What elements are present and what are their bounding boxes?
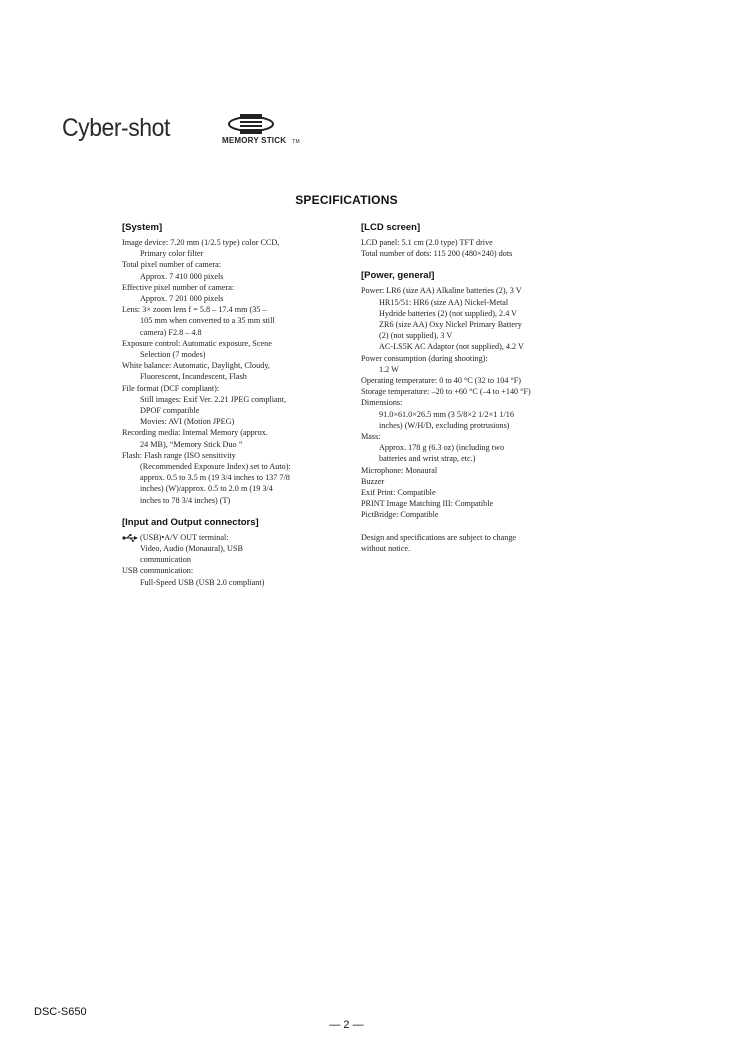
lcd-section xyxy=(361,221,591,259)
spec-line: Flash: Flash range (ISO sensitivity xyxy=(122,450,236,460)
spec-line: Dimensions: xyxy=(361,398,403,408)
spec-line: Exposure control: Automatic exposure, Scene xyxy=(122,338,272,348)
spec-line: AC-LS5K AC Adaptor (not supplied), 4.2 V xyxy=(379,342,524,352)
cyber-shot-logo: Cyber-shot xyxy=(62,114,170,142)
notice-text xyxy=(361,532,591,554)
spec-line: File format (DCF compliant): xyxy=(122,383,220,393)
memory-stick-wordmark: MEMORY STICK xyxy=(222,136,287,145)
system-section xyxy=(122,221,352,506)
spec-line: PRINT Image Matching III: Compatible xyxy=(361,499,494,509)
right-column xyxy=(361,221,591,564)
spec-line: communication xyxy=(140,555,191,565)
system-heading: [System] xyxy=(122,222,163,233)
usb-av-out-line xyxy=(122,532,352,543)
spec-line: Video, Audio (Monaural), USB xyxy=(140,544,243,554)
spec-line: Buzzer xyxy=(361,476,385,486)
spec-line: 105 mm when converted to a 35 mm still xyxy=(140,316,275,326)
spec-line: ZR6 (size AA) Oxy Nickel Primary Battery xyxy=(379,320,522,330)
spec-line: 1.2 W xyxy=(379,364,399,374)
spec-line: Image device: 7.20 mm (1/2.5 type) color CCD, xyxy=(122,238,280,247)
spec-line: Lens: 3× zoom lens f = 5.8 – 17.4 mm (35 – xyxy=(122,305,267,315)
spec-line: 91.0×61.0×26.5 mm (3 5/8×2 1/2×1 1/16 xyxy=(379,409,514,419)
spec-line: Mass: xyxy=(361,432,381,442)
trademark-mark: TM xyxy=(292,139,300,145)
memory-stick-emblem-icon xyxy=(226,112,276,136)
spec-line: Hydride batteries (2) (not supplied), 2.4 V xyxy=(379,308,518,318)
usb-icon xyxy=(122,534,138,542)
notice-line: without notice. xyxy=(361,543,411,553)
spec-line: Operating temperature: 0 to 40 °C (32 to 104 °F) xyxy=(361,376,522,386)
spec-line: camera) F2.8 – 4.8 xyxy=(140,327,202,337)
spec-line: inches) (W/H/D, excluding protrusions) xyxy=(379,420,510,430)
spec-line: Approx. 7 201 000 pixels xyxy=(140,294,224,304)
spec-line: Recording media: Internal Memory (approx. xyxy=(122,428,268,438)
spec-line: Fluorescent, Incandescent, Flash xyxy=(140,372,247,382)
spec-line: Microphone: Monaural xyxy=(361,465,438,475)
spec-line: Exif Print: Compatible xyxy=(361,488,436,498)
spec-line: Storage temperature: –20 to +60 °C (–4 to +140 °F) xyxy=(361,387,531,397)
spec-line: Primary color filter xyxy=(140,249,204,259)
lcd-heading: [LCD screen] xyxy=(361,222,421,233)
spec-line: Still images: Exif Ver. 2.21 JPEG compliant, xyxy=(140,394,287,404)
spec-line: 24 MB), “Memory Stick Duo ” xyxy=(140,439,243,449)
left-column xyxy=(122,221,352,598)
spec-line: USB communication: xyxy=(122,566,194,576)
power-section xyxy=(361,269,591,554)
spec-line: DPOF compatible xyxy=(140,406,200,416)
connector-lines xyxy=(122,543,352,588)
spec-line: (Recommended Exposure Index) set to Auto): xyxy=(140,462,291,472)
spec-line: Effective pixel number of camera: xyxy=(122,282,235,292)
lcd-lines xyxy=(361,237,591,259)
spec-line: White balance: Automatic, Daylight, Cloudy, xyxy=(122,361,270,371)
memory-stick-logo xyxy=(220,112,300,152)
spec-line: PictBridge: Compatible xyxy=(361,510,439,520)
spec-line: Selection (7 modes) xyxy=(140,350,206,360)
usb-av-out-text: (USB)•A/V OUT terminal: xyxy=(140,532,229,542)
spec-line: Full-Speed USB (USB 2.0 compliant) xyxy=(140,577,265,587)
spec-line: (2) (not supplied), 3 V xyxy=(379,331,453,341)
spec-line: HR15/51: HR6 (size AA) Nickel-Metal xyxy=(379,297,509,307)
power-lines xyxy=(361,285,591,520)
spec-line: Total number of dots: 115 200 (480×240) dots xyxy=(361,249,513,259)
spec-line: inches to 78 3/4 inches) (T) xyxy=(140,495,231,505)
spec-line: Power: LR6 (size AA) Alkaline batteries (2), 3 V xyxy=(361,286,522,296)
system-lines xyxy=(122,237,352,506)
spec-line: batteries and wrist strap, etc.) xyxy=(379,454,476,464)
spec-line: Approx. 7 410 000 pixels xyxy=(140,271,224,281)
spec-line: Power consumption (during shooting): xyxy=(361,353,488,363)
power-heading: [Power, general] xyxy=(361,270,435,282)
notice-line: Design and specifications are subject to change xyxy=(361,532,517,542)
connectors-section xyxy=(122,516,352,588)
spec-line: inches) (W)/approx. 0.5 to 2.0 m (19 3/4 xyxy=(140,484,273,494)
spec-line: LCD panel: 5.1 cm (2.0 type) TFT drive xyxy=(361,238,493,247)
connectors-heading: [Input and Output connectors] xyxy=(122,516,259,528)
page-number: — 2 — xyxy=(329,1019,364,1031)
spec-line: Movies: AVI (Motion JPEG) xyxy=(140,417,235,427)
spec-line: Approx. 178 g (6.3 oz) (including two xyxy=(379,443,505,453)
model-number: DSC-S650 xyxy=(34,1006,87,1018)
page-title: SPECIFICATIONS xyxy=(295,193,398,207)
spec-line: Total pixel number of camera: xyxy=(122,260,222,270)
spec-line: approx. 0.5 to 3.5 m (19 3/4 inches to 137 7/8 xyxy=(140,473,290,483)
